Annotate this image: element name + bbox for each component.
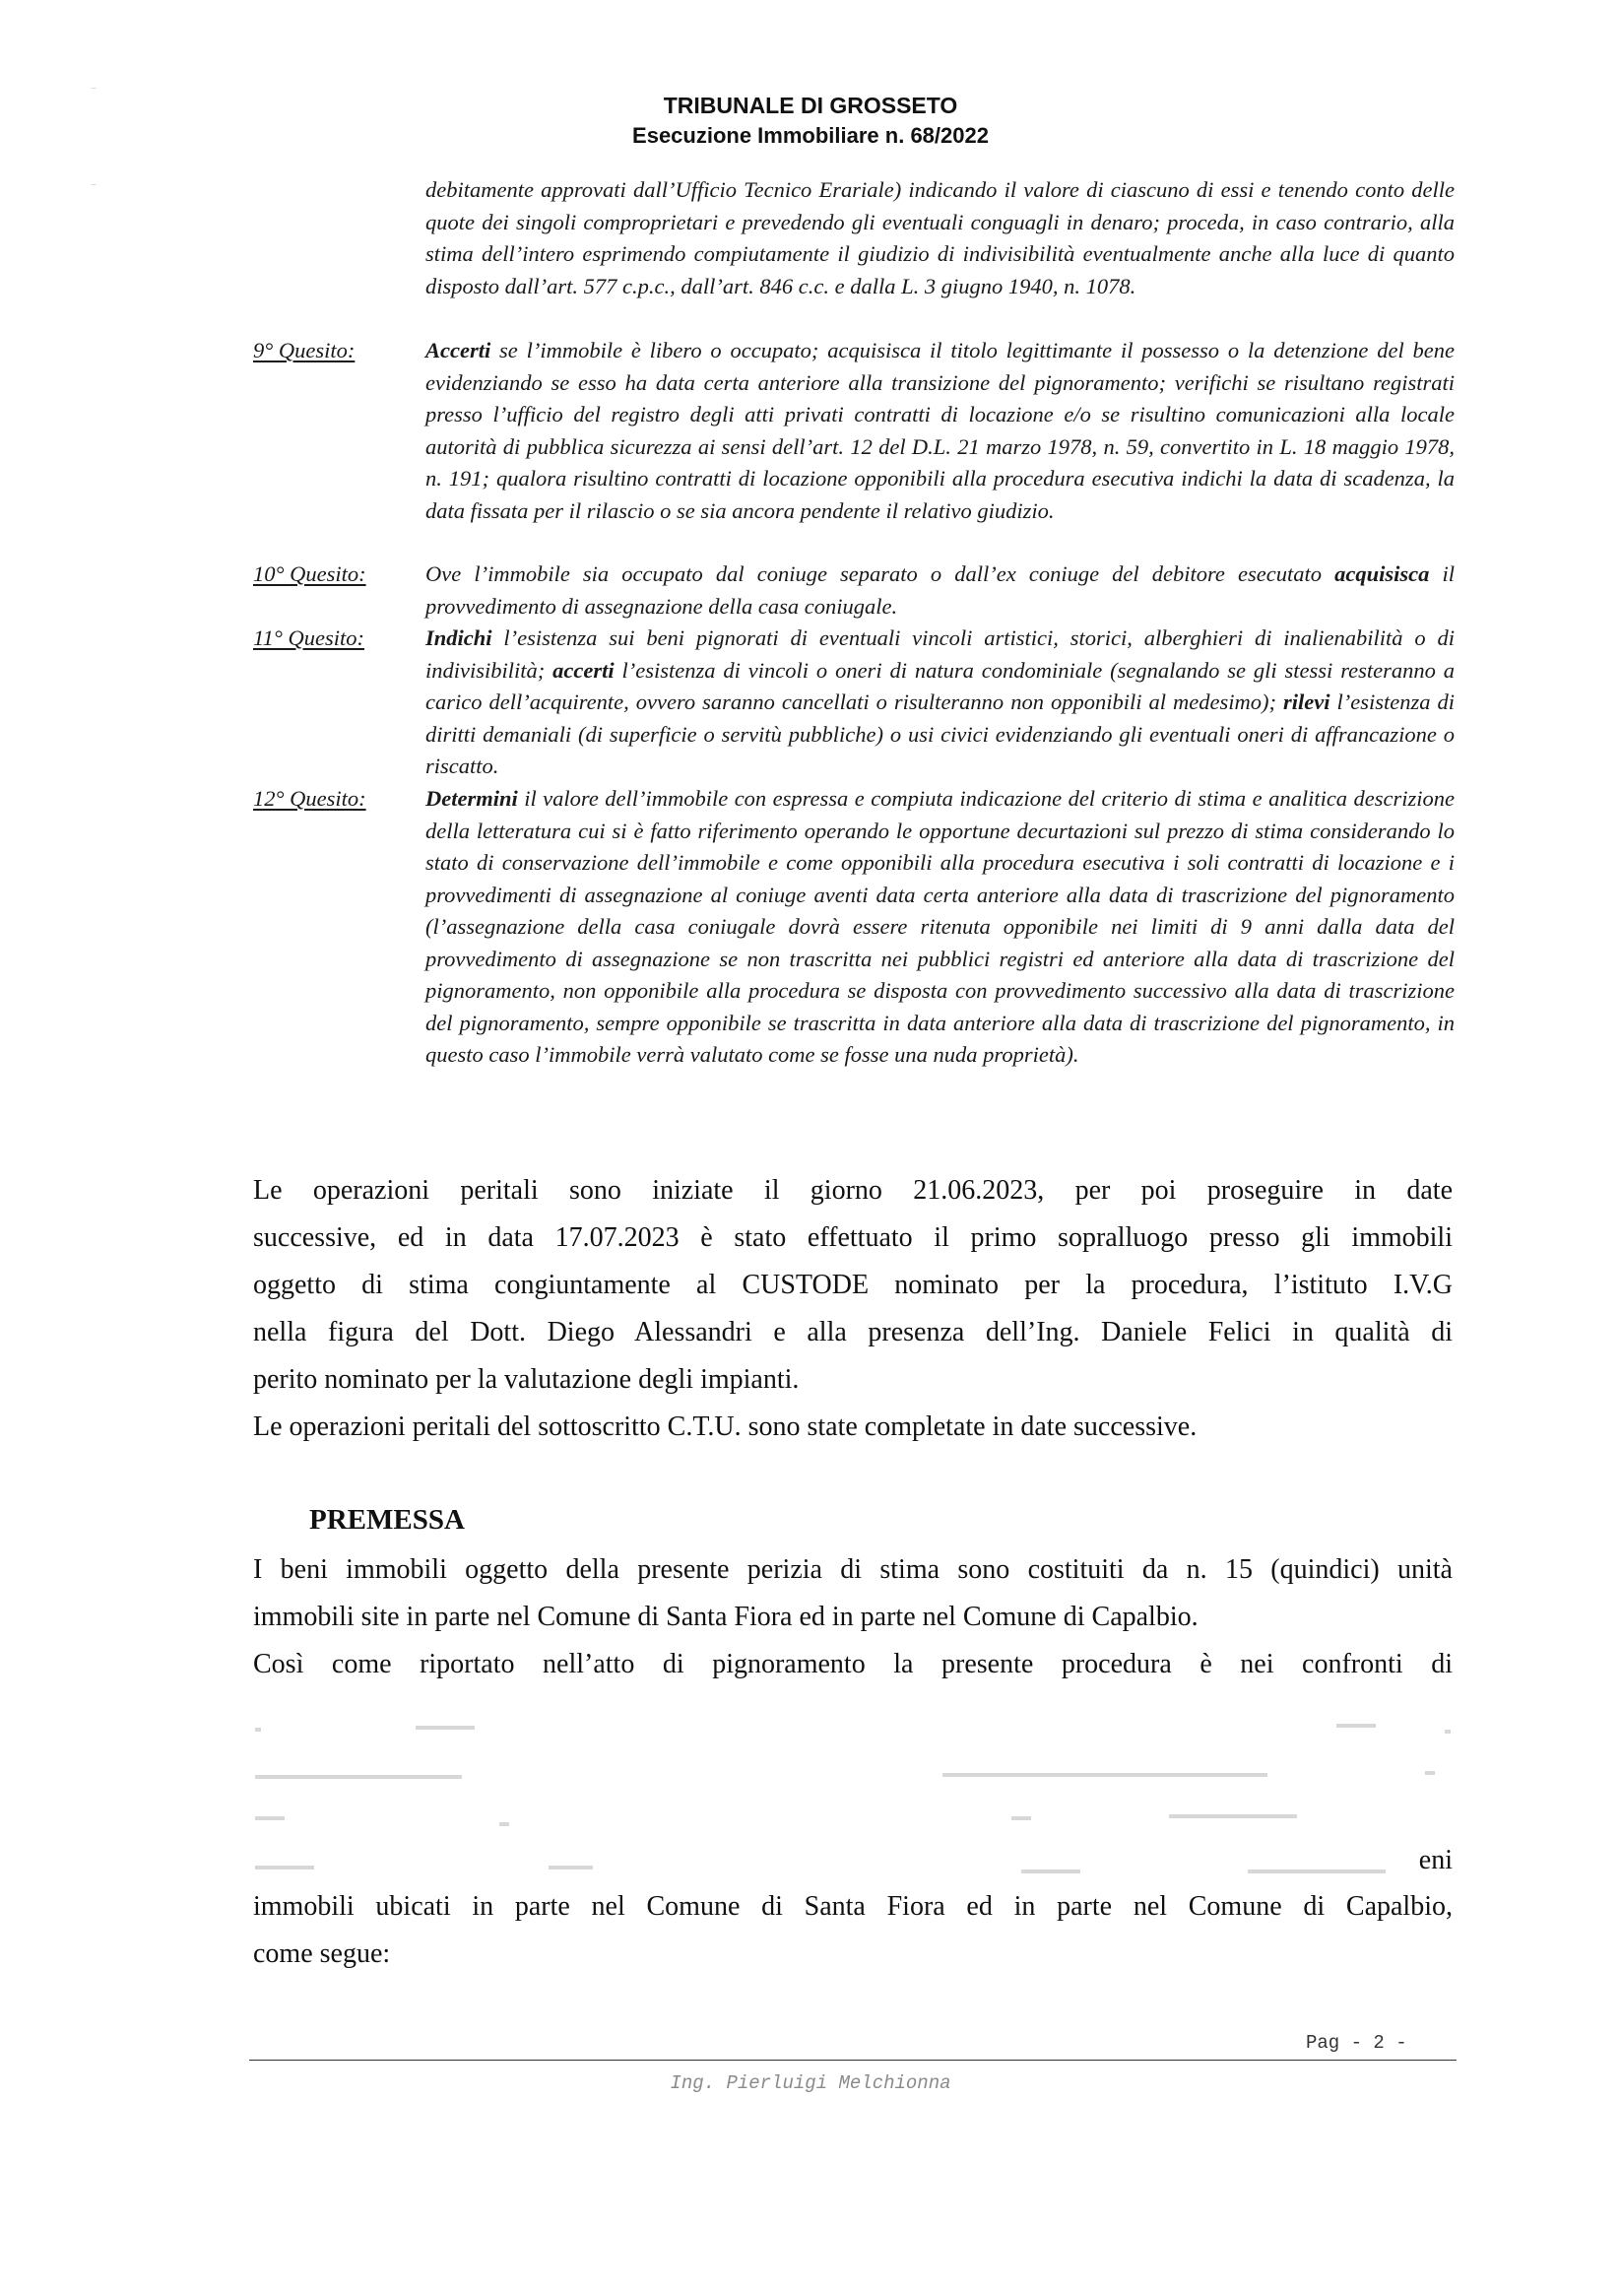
paragraph-line: oggetto di stima congiuntamente al CUSTODE nominato per la procedura, l’istituto I.V.G bbox=[253, 1270, 1453, 1300]
quesito-10-text bbox=[425, 558, 1455, 623]
quesito-11-body-2: l’esistenza di vincoli o oneri di natura condominiale (segnalando se gli stessi resteranno a carico dell’acquirente, ovvero saranno cancellati o risulteranno non opponibili al medesimo); bbox=[425, 657, 1456, 714]
quesito-11-body-3: l’esistenza di diritti demaniali (di superficie o servitù pubbliche) o usi civici evidenziando gli eventuali oneri di affrancazione o riscatto. bbox=[425, 689, 1455, 778]
paragraph-line: immobili site in parte nel Comune di Santa Fiora ed in parte nel Comune di Capalbio. bbox=[253, 1602, 1199, 1632]
quesito-11-text bbox=[425, 623, 1455, 783]
premessa-paragraph bbox=[253, 1546, 1453, 1688]
court-title: TRIBUNALE DI GROSSETO bbox=[663, 93, 958, 118]
quesito-10-verb: acquisisca bbox=[1334, 561, 1430, 586]
quesito-11-body-1: l’esistenza sui beni pignorati di eventuali vincoli artistici, storici, alberghieri di inalienabilità o di indivisibilità; bbox=[425, 625, 1455, 683]
quesito-11-verb-2: accerti bbox=[552, 657, 615, 683]
paragraph-line: perito nominato per la valutazione degli impianti. bbox=[253, 1364, 800, 1395]
author-signature: Ing. Pierluigi Melchionna bbox=[670, 2072, 951, 2094]
scan-mark: ⁻ bbox=[91, 179, 97, 193]
redacted-line bbox=[253, 1801, 1453, 1830]
page-number: Pag - 2 - bbox=[1306, 2032, 1407, 2054]
paragraph-line: nella figura del Dott. Diego Alessandri e alla presenza dell’Ing. Daniele Felici in qualità di bbox=[253, 1317, 1453, 1347]
redacted-tail-text: eni bbox=[1418, 1845, 1453, 1875]
paragraph-line: Le operazioni peritali sono iniziate il giorno 21.06.2023, per poi proseguire in date bbox=[253, 1175, 1453, 1206]
quesito-intro-text: debitamente approvati dall’Ufficio Tecnico Erariale) indicando il valore di ciascuno di essi e tenendo conto delle quote dei singoli comproprietari e prevedendo gli eventuali conguagli in denaro; proceda, in caso contrario, alla stima dell’intero esprimendo compiutamente il giudizio di indivisibilità eventualmente anche alla luce di quanto disposto dall’art. 577 c.p.c., dall’art. 846 c.c. e dalla L. 3 giugno 1940, n. 1078. bbox=[425, 177, 1455, 298]
quesito-12-body: il valore dell’immobile con espressa e compiuta indicazione del criterio di stima e analitica descrizione della letteratura cui si è fatto riferimento operando le opportune decurtazioni sul prezzo di stima considerando lo stato di conservazione dell’immobile e come opponibili alla procedura esecutiva i soli contratti di locazione e i provvedimenti di assegnazione al coniuge aventi data certa anteriore alla data di trascrizione del pignoramento (l’assegnazione della casa coniugale dovrà essere ritenuta opponibile nei limiti di 9 anni dalla data del provvedimento di assegnazione se non trascritta nei pubblici registri ed anteriore alla data di trascrizione del pignoramento, non opponibile alla procedura se disposta con provvedimento successivo alla data di trascrizione del pignoramento, sempre opponibile se trascritta in data anteriore alla data di trascrizione del pignoramento, in questo caso l’immobile verrà valutato come se fosse una nuda proprietà). bbox=[425, 786, 1455, 1067]
quesito-12-label: 12° Quesito: bbox=[253, 786, 366, 811]
quesito-9-body: se l’immobile è libero o occupato; acquisisca il titolo legittimante il possesso o la detenzione del bene evidenziando se esso ha data certa anteriore alla transizione del pignoramento; verifichi se risultano registrati presso l’ufficio del registro degli atti privati contratti di locazione e/o se risultino comunicazioni alla locale autorità di pubblica sicurezza ai sensi dell’art. 12 del D.L. 21 marzo 1978, n. 59, convertito in L. 18 maggio 1978, n. 191; qualora risultino contratti di locazione opponibili alla procedura esecutiva indichi la data di scadenza, la data fissata per il rilascio o se sia ancora pendente il relativo giudizio. bbox=[425, 338, 1455, 523]
paragraph-line: successive, ed in data 17.07.2023 è stato effettuato il primo sopralluogo presso gli immobili bbox=[253, 1222, 1453, 1253]
footer-divider bbox=[249, 2060, 1457, 2061]
operazioni-paragraph bbox=[253, 1167, 1453, 1451]
paragraph-line: Così come riportato nell’atto di pignoramento la presente procedura è nei confronti di bbox=[253, 1649, 1453, 1679]
quesito-12-verb: Determini bbox=[425, 786, 518, 811]
quesito-9-text bbox=[425, 335, 1455, 527]
case-number: Esecuzione Immobiliare n. 68/2022 bbox=[632, 123, 989, 148]
redacted-line bbox=[253, 1714, 1453, 1743]
premessa-closing bbox=[253, 1883, 1453, 1978]
redacted-line bbox=[253, 1753, 1453, 1783]
quesito-10-body-a: Ove l’immobile sia occupato dal coniuge separato o dall’ex coniuge del debitore esecutato bbox=[425, 561, 1335, 586]
paragraph-line: Le operazioni peritali del sottoscritto C.T.U. sono state completate in date successive. bbox=[253, 1411, 1198, 1442]
quesito-11-verb-3: rilevi bbox=[1282, 689, 1330, 714]
quesito-9-verb: Accerti bbox=[425, 338, 491, 362]
paragraph-line: I beni immobili oggetto della presente perizia di stima sono costituiti da n. 15 (quindici) unità bbox=[253, 1554, 1453, 1585]
quesito-12-text bbox=[425, 783, 1455, 1072]
quesito-11-verb-1: Indichi bbox=[425, 625, 492, 650]
redacted-tail bbox=[253, 1837, 1453, 1884]
quesito-10-body-b: il provvedimento di assegnazione della casa coniugale. bbox=[425, 561, 1455, 619]
scan-mark: ⁻ bbox=[91, 83, 97, 97]
paragraph-line: come segue: bbox=[253, 1938, 391, 1969]
quesito-9-label: 9° Quesito: bbox=[253, 338, 356, 362]
quesito-11-label: 11° Quesito: bbox=[253, 625, 364, 650]
paragraph-line: immobili ubicati in parte nel Comune di Santa Fiora ed in parte nel Comune di Capalbio, bbox=[253, 1891, 1453, 1922]
premessa-heading: PREMESSA bbox=[309, 1504, 465, 1536]
quesito-10-label: 10° Quesito: bbox=[253, 561, 366, 586]
